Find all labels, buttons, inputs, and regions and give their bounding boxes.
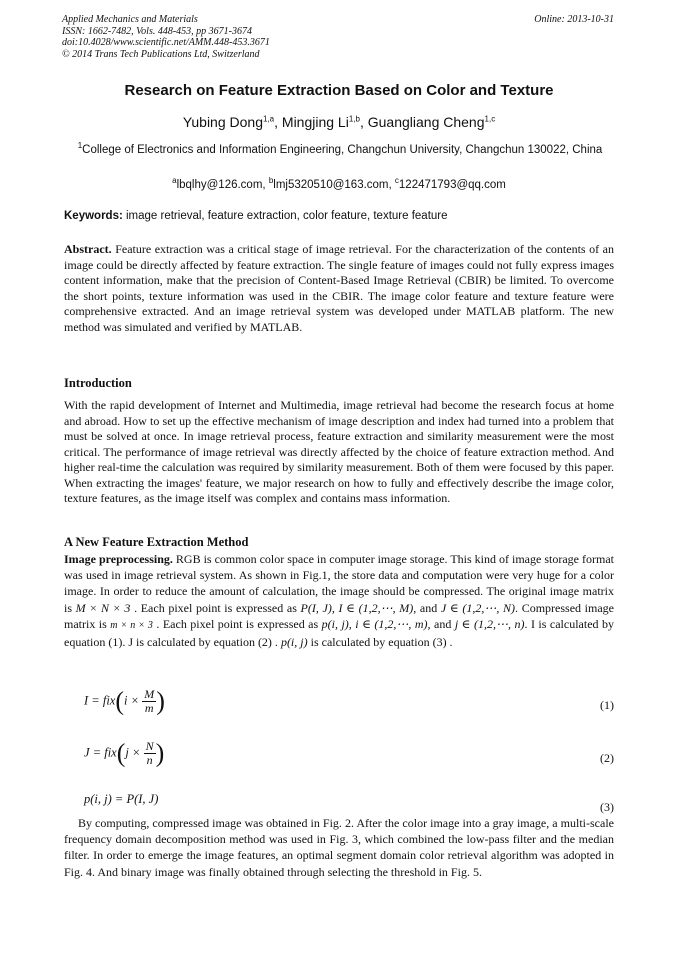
keywords [64,210,448,222]
introduction-text: With the rapid development of Internet and Multimedia, image retrieval had become the research focus at home and abroad. How to set up the effective mechanism of image description and index had turned into a problem that must be solved at once. In image retrieval process, feature extraction and similarity measurement were the most critical. The performance of image retrieval was directly affected by the choice of feature extraction method. And higher real-time the calculation was required by similarity measurement. Both of them were focused by this paper. When extracting the images' feature, we major research on how to fully and effectively describe the image color, texture features, as the image itself was complex and contains mass information. [64,398,614,505]
equation-1 [84,688,165,715]
email-sup: c [394,176,399,185]
math-inline: p(i, j) [280,635,308,650]
equation-number: (3) [600,800,614,814]
paren-open: ( [116,738,126,768]
author-name: Yubing Dong [182,114,263,130]
prep-text: . Each pixel point is expressed as [130,600,301,615]
author-sup: 1,c [484,114,496,124]
math-inline: M × N × 3 [75,600,131,615]
author-name: Guangliang Cheng [367,114,485,130]
affiliation-sup: 1 [77,141,83,150]
numerator: N [145,739,154,753]
author-sup: 1,a [263,114,275,124]
equation-number: (1) [600,698,614,712]
denominator: n [146,753,153,767]
email: lmj5320510@163.com, [273,178,395,191]
closing-paragraph: By computing, compressed image was obtained in Fig. 2. After the color image into a gray image, a multi-scale frequency domain decomposition method was used in Fig. 3, which combined the low-pass filter and the median filter. In order to emerge the image features, an optimal segment domain color retrieval algorithm was adopted in Fig. 4. And binary image was finally obtained through selecting the threshold in Fig. 5. [64,816,614,879]
doi-line: doi:10.4028/www.scientific.net/AMM.448-453.3671 [62,37,270,48]
author-name: Mingjing Li [281,114,349,130]
author-sup: 1,b [348,114,360,124]
equation-inner: i × [124,693,140,708]
math-inline: P(I, J), I ∈ (1,2,⋯, M), [300,600,417,615]
denominator: m [144,701,154,715]
equation-3: p(i, j) = P(I, J) [84,792,159,806]
affiliation-text: College of Electronics and Information Engineering, Changchun University, Changchun 130022, China [82,143,603,156]
online-date: Online: 2013-10-31 [534,14,614,25]
email: lbqlhy@126.com, [176,178,269,191]
email-list [0,176,678,191]
email: 122471793@qq.com [398,178,506,191]
email-sup: b [268,176,274,185]
method-heading: A New Feature Extraction Method [64,535,249,549]
author-list [0,114,678,130]
keywords-label: Keywords: [64,210,123,222]
math-inline: p(i, j), i ∈ (1,2,⋯, m), [321,616,431,631]
equation-lhs: J = fix [84,745,117,760]
numerator: M [144,687,155,701]
equation-lhs: I = fix [84,693,116,708]
paren-close: ) [156,686,165,716]
math-inline: j ∈ (1,2,⋯, n) [454,616,525,631]
fraction [142,688,156,715]
paper-title: Research on Feature Extraction Based on Color and Texture [124,82,554,99]
preprocessing-label: Image preprocessing. [64,552,173,566]
introduction-heading: Introduction [64,376,132,390]
equation-2 [84,740,164,767]
math-inline: m × n × 3 [110,619,153,631]
prep-text: and [416,600,441,615]
abstract-label: Abstract. [64,242,112,256]
prep-text: is calculated by equation (3) . [307,635,453,650]
abstract [64,242,614,335]
paren-close: ) [155,738,165,768]
copyright-line: © 2014 Trans Tech Publications Ltd, Switzerland [62,48,260,60]
fraction [144,740,156,767]
prep-text: . I is calculated by equation (1). J is calculated by equation (2) . [64,616,615,650]
keywords-text: image retrieval, feature extraction, color feature, texture feature [122,210,448,222]
prep-text: RGB is common color space in computer image storage. This kind of image storage format was used in image retrieval system. As shown in Fig.1, the store data and computation were very huge for a color image. In order to reduce the amount of calculation, the image should be compressed. The original image matrix is [64,552,614,615]
journal-header [62,14,270,60]
preprocessing-paragraph [64,551,614,650]
issn-line: ISSN: 1662-7482, Vols. 448-453, pp 3671-3674 [62,25,252,37]
equation-number: (2) [600,751,614,765]
prep-text: and [430,616,455,631]
equation-inner: j × [125,745,141,760]
prep-text: . Compressed image matrix is [64,600,614,631]
author-sep: , [274,114,282,130]
abstract-text: Feature extraction was a critical stage of image retrieval. For the characterization of the contents of an image could be directly affected by feature extraction. The single feature of images could not fully express images content information, make that the precision of Content-Based Image Retrieval (CBIR) be limited. To overcome the short points, texture information was used in the CBIR. The image color feature and texture feature were comprehensive extracted. And an image retrieval system was developed under MATLAB platform. The new method was simulated and verified by MATLAB. [64,242,614,334]
affiliation [66,138,614,158]
author-sep: , [359,114,368,130]
prep-text: . Each pixel point is expressed as [152,616,322,631]
paren-open: ( [115,686,125,716]
journal-name: Applied Mechanics and Materials [62,14,198,25]
email-sup: a [172,176,177,185]
math-inline: J ∈ (1,2,⋯, N) [440,600,516,615]
